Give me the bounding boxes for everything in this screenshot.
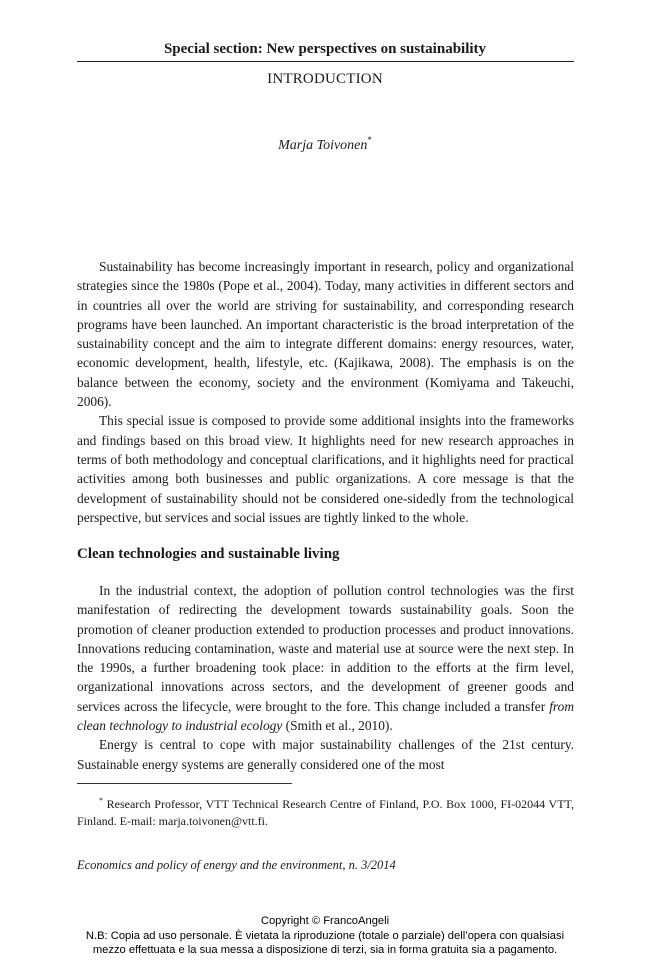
copyright-line: mezzo effettuata e la sua messa a disposizione di terzi, sia in forma gratuita sia a pagamento. bbox=[92, 944, 558, 956]
footnote-rule bbox=[77, 783, 292, 784]
copyright-notice bbox=[0, 914, 650, 958]
copyright-line: Copyright © FrancoAngeli bbox=[260, 915, 390, 927]
paragraph-text: (Smith et al., 2010). bbox=[282, 718, 393, 734]
paragraph: Energy is central to cope with major sustainability challenges of the 21st century. Sustainable energy systems are generally considered one of the most bbox=[77, 737, 574, 772]
journal-citation: Economics and policy of energy and the environment, n. 3/2014 bbox=[77, 858, 396, 872]
section-heading: Clean technologies and sustainable living bbox=[77, 546, 340, 562]
section-label: INTRODUCTION bbox=[267, 71, 383, 87]
author-footnote-marker: * bbox=[367, 135, 372, 145]
paragraph-text: In the industrial context, the adoption of pollution control technologies was the first manifestation of redirecting the development towards sustainability goals. Soon the promotion of cleaner production extended to production processes and product innovations. Innovations reducing contamination, waste and material use at source were the next step. In the 1990s, a further broadening took place: in addition to the efforts at the firm level, organizational innovations across sectors, and the development of greener goods and services across the lifecycle, were brought to the fore. This change included a transfer bbox=[77, 583, 574, 714]
author-name: Marja Toivonen bbox=[278, 138, 368, 153]
running-header: Special section: New perspectives on sustainability bbox=[163, 41, 487, 57]
footnote-paragraph bbox=[77, 792, 574, 830]
intro-text bbox=[77, 257, 574, 527]
copyright-line: N.B: Copia ad uso personale. È vietata la riproduzione (totale o parziale) dell’opera con qualsiasi bbox=[85, 929, 565, 942]
footnote-marker: * bbox=[99, 796, 103, 805]
paragraph bbox=[77, 581, 574, 735]
header-rule bbox=[77, 61, 574, 62]
footnote bbox=[77, 792, 574, 830]
paragraph: This special issue is composed to provide some additional insights into the frameworks and findings based on this broad view. It highlights need for new research approaches in terms of both methodology and conceptual clarifications, and it highlights need for practical activities among both businesses and public organizations. A core message is that the development of sustainability should not be considered one-sidedly from the technological perspective, but services and social issues are tightly linked to the whole. bbox=[77, 413, 574, 525]
paragraph: Sustainability has become increasingly important in research, policy and organizational strategies since the 1980s (Pope et al., 2004). Today, many activities in different sectors and in countries all over the world are striving for sustainability, and corresponding research programs have been launched. An important characteristic is the broad interpretation of the sustainability concept and the aim to integrate different domains: energy resources, water, economic development, health, lifestyle, etc. (Kajikawa, 2008). The emphasis is on the balance between the economy, society and the environment (Komiyama and Takeuchi, 2006). bbox=[77, 259, 574, 410]
emphasis-text: from clean technology to industrial ecology bbox=[77, 698, 574, 734]
author-line bbox=[0, 135, 650, 154]
footnote-text: Research Professor, VTT Technical Research Centre of Finland, P.O. Box 1000, FI-02044 VTT, Finland. E-mail: marja.toivonen@vtt.fi. bbox=[77, 797, 574, 828]
section-text bbox=[77, 581, 574, 774]
